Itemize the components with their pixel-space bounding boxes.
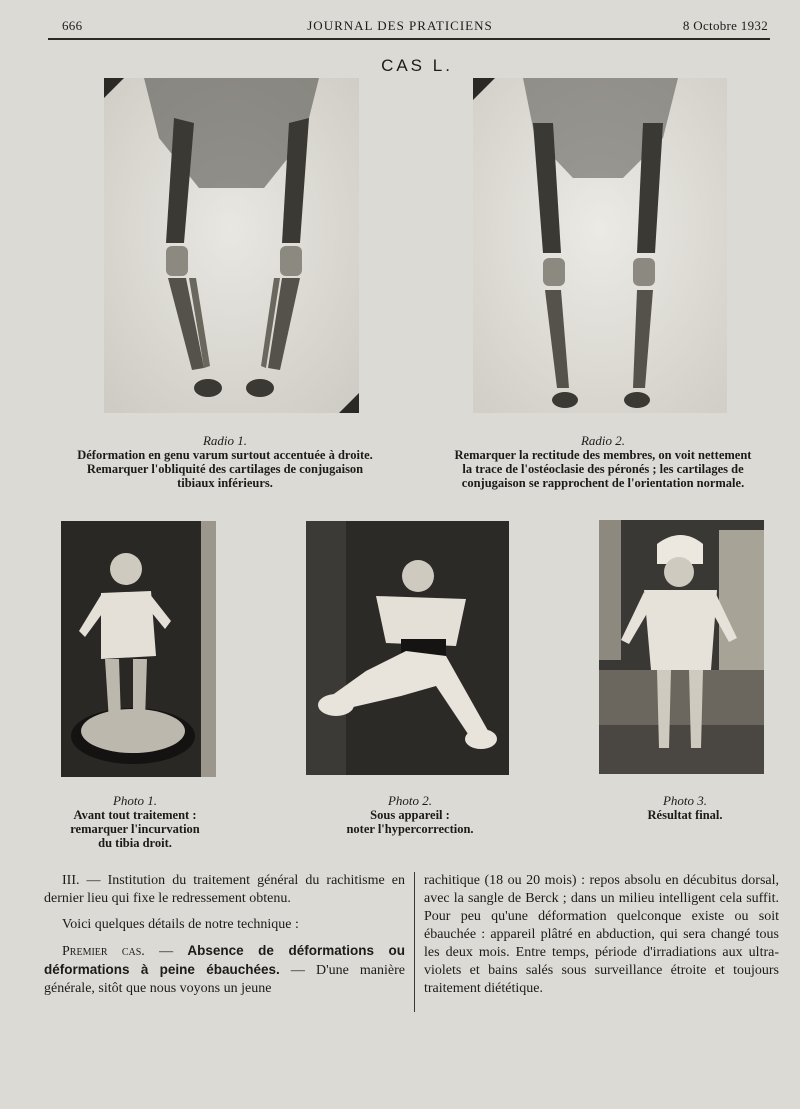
radiograph-1-caption xyxy=(40,434,410,490)
radiograph-2-caption xyxy=(418,434,788,490)
bold-heading: Absence de déformations ou déformations à peine ébauchées. xyxy=(44,943,405,977)
photo-1-title: Photo 1. xyxy=(112,793,158,808)
photo-1-image xyxy=(61,521,216,777)
radiograph-1-caption-line: Déformation en genu varum surtout accentuée à droite. xyxy=(77,448,373,462)
case-title: CAS L. xyxy=(381,56,453,75)
paragraph: Voici quelques détails de notre technique : xyxy=(62,917,299,932)
issue-date: 8 Octobre 1932 xyxy=(682,18,768,33)
page-number: 666 xyxy=(62,18,83,33)
photo-1-caption-line: remarquer l'incurvation xyxy=(70,822,200,836)
paragraph xyxy=(44,942,405,998)
photo-2-title: Photo 2. xyxy=(387,793,433,808)
radiograph-1-caption-line: tibiaux inférieurs. xyxy=(177,476,273,490)
dash: — xyxy=(144,944,188,959)
photo-2-caption-line: noter l'hypercorrection. xyxy=(346,822,474,836)
case-heading: Premier cas. xyxy=(62,944,145,959)
column-divider xyxy=(414,872,415,1012)
photo-3-caption xyxy=(600,794,770,822)
photo-1-caption xyxy=(40,794,230,850)
radiograph-2-caption-line: la trace de l'ostéoclasie des péronés ; les cartilages de xyxy=(462,462,744,476)
photo-1-caption-line: Avant tout traitement : xyxy=(73,808,197,822)
text-column-left xyxy=(44,872,405,1006)
photo-2-caption xyxy=(320,794,500,836)
radiograph-1-image xyxy=(104,78,359,413)
radiograph-2-title: Radio 2. xyxy=(580,433,626,448)
header-rule xyxy=(48,38,770,40)
radiograph-2-caption-line: conjugaison se rapprochent de l'orientation normale. xyxy=(461,476,745,490)
radiograph-1-caption-line: Remarquer l'obliquité des cartilages de conjugaison xyxy=(86,462,364,476)
paragraph: III. — Institution du traitement général du rachitisme en dernier lieu qui fixe le redressement obtenu. xyxy=(44,873,405,906)
photo-2-caption-line: Sous appareil : xyxy=(370,808,450,822)
paragraph-text: — D'une manière générale, sitôt que nous voyons un jeune xyxy=(44,963,405,996)
radiograph-2-image xyxy=(473,78,727,413)
text-column-right xyxy=(424,872,779,1006)
radiograph-1-title: Radio 1. xyxy=(202,433,248,448)
photo-3-caption-line: Résultat final. xyxy=(647,808,723,822)
photo-2-image xyxy=(306,521,509,775)
radiograph-2-caption-line: Remarquer la rectitude des membres, on voit nettement xyxy=(454,448,752,462)
photo-3-image xyxy=(599,520,764,774)
paragraph: rachitique (18 ou 20 mois) : repos absolu en décubitus dorsal, avec la sangle de Berck ; dans un milieu intelligent cela suffit. Pour peu qu'une déformation quelconque existe ou soit ébauchée : appareil plâtré en abduction, qui sera changé tous les deux mois. Entre temps, période d'irradiations aux ultra-violets et bains salés sous surveillance étroite et toujours traitement diététique. xyxy=(424,873,779,996)
photo-3-title: Photo 3. xyxy=(662,793,708,808)
journal-title: JOURNAL DES PRATICIENS xyxy=(307,18,493,33)
photo-1-caption-line: du tibia droit. xyxy=(98,836,172,850)
